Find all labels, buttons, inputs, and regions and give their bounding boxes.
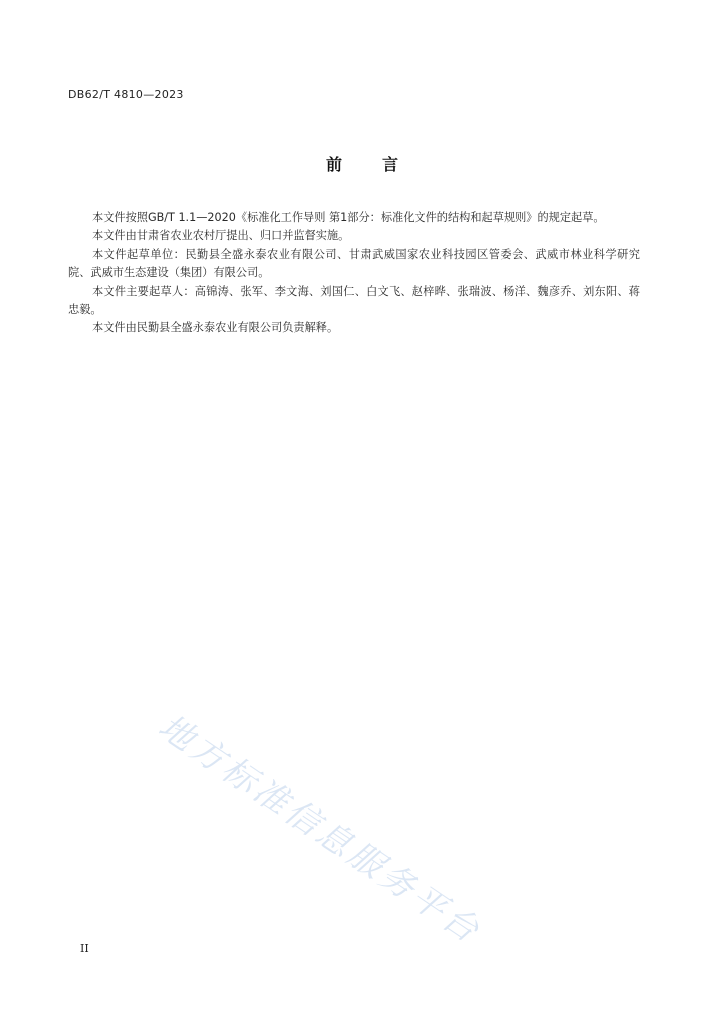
paragraph-interpretation: 本文件由民勤县全盛永泰农业有限公司负责解释。 (92, 321, 339, 335)
foreword-body (68, 209, 640, 338)
page-number: II (80, 942, 89, 955)
paragraph-drafting-basis: 本文件按照GB/T 1.1—2020《标准化工作导则 第1部分：标准化文件的结构和起草规则》的规定起草。 (92, 211, 605, 224)
watermark: 地方标准信息服务平台 (151, 706, 489, 953)
page-title: 前言 (325, 155, 438, 174)
paragraph-proposer: 本文件由甘肃省农业农村厅提出、归口并监督实施。 (92, 229, 350, 243)
paragraph-drafters: 本文件主要起草人：高锦涛、张军、李文海、刘国仁、白文飞、赵梓晔、张瑞波、杨洋、魏彦乔、刘东阳、蒋忠毅。 (68, 284, 640, 317)
paragraph-drafting-units: 本文件起草单位：民勤县全盛永泰农业有限公司、甘肃武威国家农业科技园区管委会、武威市林业科学研究院、武威市生态建设（集团）有限公司。 (68, 247, 640, 280)
standard-code: DB62/T 4810—2023 (68, 88, 184, 101)
